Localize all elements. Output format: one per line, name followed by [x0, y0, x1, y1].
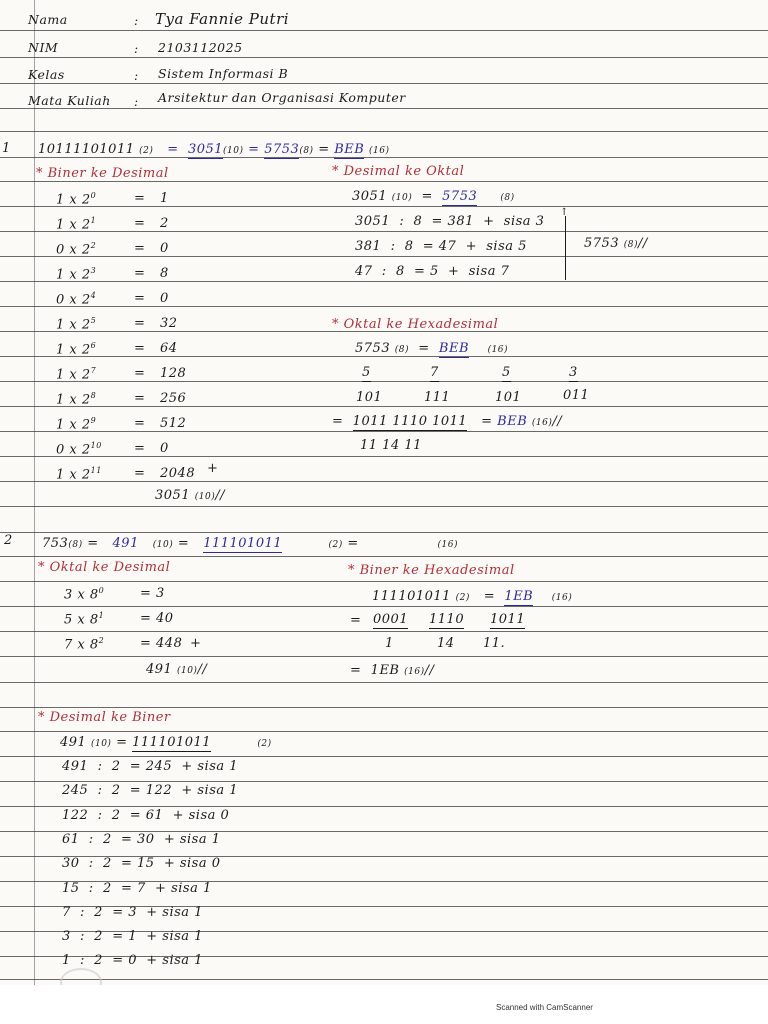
scanner-credit: Scanned with CamScanner	[496, 1003, 593, 1012]
q2-od-term: 3 x $8^0$	[64, 586, 105, 603]
q1-triplet-4: 011	[563, 388, 590, 403]
q1-oktal-result: 5753 (8)//	[584, 236, 648, 251]
q2-od-result: = 40	[140, 611, 174, 626]
q1-biner-eq: =	[134, 341, 146, 356]
q1-triplet-3: 101	[495, 390, 522, 405]
q2-od-plus: +	[190, 636, 202, 651]
q2-od-sum: 491 (10)//	[146, 662, 208, 677]
q1-biner-term: 0 x $2^2$	[56, 241, 97, 258]
q2-od-result: = 3	[140, 586, 165, 601]
margin-line	[34, 0, 35, 985]
q1-hex-equation: 5753 (8) = BEB (16)	[355, 341, 509, 356]
q1-biner-term: 1 x $2^7$	[56, 366, 97, 383]
q1-biner-result: 128	[160, 366, 187, 381]
q1-triplet-2: 111	[424, 390, 451, 405]
q2-db-div-row: 61 : 2 = 30 + sisa 1	[62, 831, 221, 847]
q1-biner-result: 8	[160, 266, 169, 281]
q2-number: 2	[4, 533, 13, 548]
q2-db-div-row: 30 : 2 = 15 + sisa 0	[62, 856, 221, 872]
q1-biner-result: 0	[160, 291, 169, 306]
matkul-value: Arsitektur dan Organisasi Komputer	[158, 90, 406, 105]
q1-biner-term: 1 x $2^{11}$	[56, 466, 102, 483]
q1-digit-1: 5	[362, 365, 371, 380]
q1-biner-result: 0	[160, 241, 169, 256]
q1-number: 1	[2, 141, 11, 156]
matkul-label: Mata Kuliah	[28, 93, 111, 108]
q2-top-line: 753(8) = 491 (10) = 111101011 (2) = (16)	[42, 536, 459, 551]
q2-od-result: = 448	[140, 636, 183, 651]
nama-label: Nama	[28, 12, 68, 27]
q2-db-div-row: 7 : 2 = 3 + sisa 1	[62, 904, 203, 920]
q1-biner-term: 1 x $2^5$	[56, 316, 97, 333]
q1-biner-term: 1 x $2^3$	[56, 266, 97, 283]
q2-bh-final: = 1EB (16)//	[350, 663, 435, 678]
q1-biner-result: 2048	[160, 466, 196, 481]
nama-value: Tya Fannie Putri	[155, 10, 290, 28]
q2-bh-eq: =	[350, 613, 362, 628]
q1-desimal-oktal-heading: * Desimal ke Oktal	[332, 164, 465, 179]
q1-biner-desimal-heading: * Biner ke Desimal	[36, 166, 169, 181]
q1-biner-eq: =	[134, 466, 146, 481]
q2-db-equation: 491 (10) = 111101011 (2)	[60, 735, 272, 750]
q1-biner-term: 1 x $2^0$	[56, 191, 97, 208]
q1-biner-plus: +	[207, 461, 219, 476]
q1-biner-eq: =	[134, 266, 146, 281]
q2-nibble-val-3: 11.	[483, 636, 506, 651]
q2-nibble-1: 0001	[373, 612, 409, 627]
kelas-value: Sistem Informasi B	[158, 66, 289, 81]
q1-biner-result: 1	[160, 191, 169, 206]
q1-biner-eq: =	[134, 416, 146, 431]
bracket-line	[565, 216, 566, 280]
q1-biner-eq: =	[134, 216, 146, 231]
q2-nibble-2: 1110	[429, 612, 465, 627]
q1-biner-term: 0 x $2^{10}$	[56, 441, 102, 458]
q2-db-div-row: 491 : 2 = 245 + sisa 1	[62, 759, 239, 774]
q1-biner-eq: =	[134, 316, 146, 331]
q1-biner-result: 32	[160, 316, 178, 331]
q2-db-div-row: 122 : 2 = 61 + sisa 0	[62, 807, 230, 823]
q1-biner-eq: =	[134, 241, 146, 256]
nama-colon: :	[134, 13, 139, 28]
q1-oktal-div-row: 381 : 8 = 47 + sisa 5	[355, 239, 527, 254]
camscanner-watermark-icon	[60, 968, 102, 985]
q1-triplet-1: 101	[356, 390, 383, 405]
q2-desimal-biner-heading: * Desimal ke Biner	[38, 710, 171, 725]
q1-biner-term: 0 x $2^4$	[56, 291, 97, 308]
q1-digit-3: 5	[502, 365, 511, 380]
q1-nibble-line: = 1011 1110 1011 = BEB (16)//	[332, 414, 563, 429]
q1-biner-result: 2	[160, 216, 169, 231]
q2-biner-hex-heading: * Biner ke Hexadesimal	[348, 563, 515, 578]
q1-biner-term: 1 x $2^9$	[56, 416, 97, 433]
q2-db-div-row: 3 : 2 = 1 + sisa 1	[62, 929, 203, 945]
nim-label: NIM	[28, 40, 59, 55]
q1-biner-term: 1 x $2^6$	[56, 341, 97, 358]
q1-biner-result: 64	[160, 341, 178, 356]
q1-biner-term: 1 x $2^1$	[56, 216, 97, 233]
q1-biner-result: 256	[160, 391, 187, 406]
up-arrow-icon: ↑	[560, 207, 569, 218]
q2-db-div-row: 245 : 2 = 122 + sisa 1	[62, 783, 239, 799]
q2-db-div-row: 1 : 2 = 0 + sisa 1	[62, 953, 203, 969]
q1-biner-result: 0	[160, 441, 169, 456]
q1-biner-result: 512	[160, 416, 187, 431]
q1-biner-eq: =	[134, 291, 146, 306]
q1-oktal-div-row: 3051 : 8 = 381 + sisa 3	[355, 214, 545, 229]
q1-biner-sum: 3051 (10)//	[155, 488, 225, 503]
q2-nibble-val-1: 1	[385, 636, 394, 651]
q2-od-term: 7 x $8^2$	[64, 636, 105, 653]
q1-biner-eq: =	[134, 441, 146, 456]
q1-biner-eq: =	[134, 391, 146, 406]
q1-nibble-values: 11 14 11	[360, 438, 422, 453]
q2-db-div-row: 15 : 2 = 7 + sisa 1	[62, 880, 212, 896]
kelas-label: Kelas	[28, 67, 65, 82]
q1-biner-eq: =	[134, 191, 146, 206]
q1-biner-term: 1 x $2^8$	[56, 391, 97, 408]
q1-digit-4: 3	[569, 365, 578, 380]
q2-nibble-3: 1011	[490, 612, 526, 627]
nim-colon: :	[134, 41, 139, 56]
q2-oktal-desimal-heading: * Oktal ke Desimal	[38, 560, 171, 575]
q1-oktal-equation: 3051 (10) = 5753 (8)	[352, 189, 515, 204]
nim-value: 2103112025	[158, 40, 243, 55]
q2-nibble-val-2: 14	[437, 636, 455, 651]
q1-oktal-hex-heading: * Oktal ke Hexadesimal	[332, 317, 499, 332]
matkul-colon: :	[134, 94, 139, 109]
q1-biner-eq: =	[134, 366, 146, 381]
kelas-colon: :	[134, 68, 139, 83]
q1-binary: 10111101011 (2) = 3051(10) = 5753(8) = BEB (16)	[38, 142, 390, 157]
q2-bh-equation: 111101011 (2) = 1EB (16)	[372, 589, 573, 604]
q2-od-term: 5 x $8^1$	[64, 611, 105, 628]
q1-digit-2: 7	[430, 365, 439, 380]
q1-oktal-div-row: 47 : 8 = 5 + sisa 7	[355, 264, 510, 279]
